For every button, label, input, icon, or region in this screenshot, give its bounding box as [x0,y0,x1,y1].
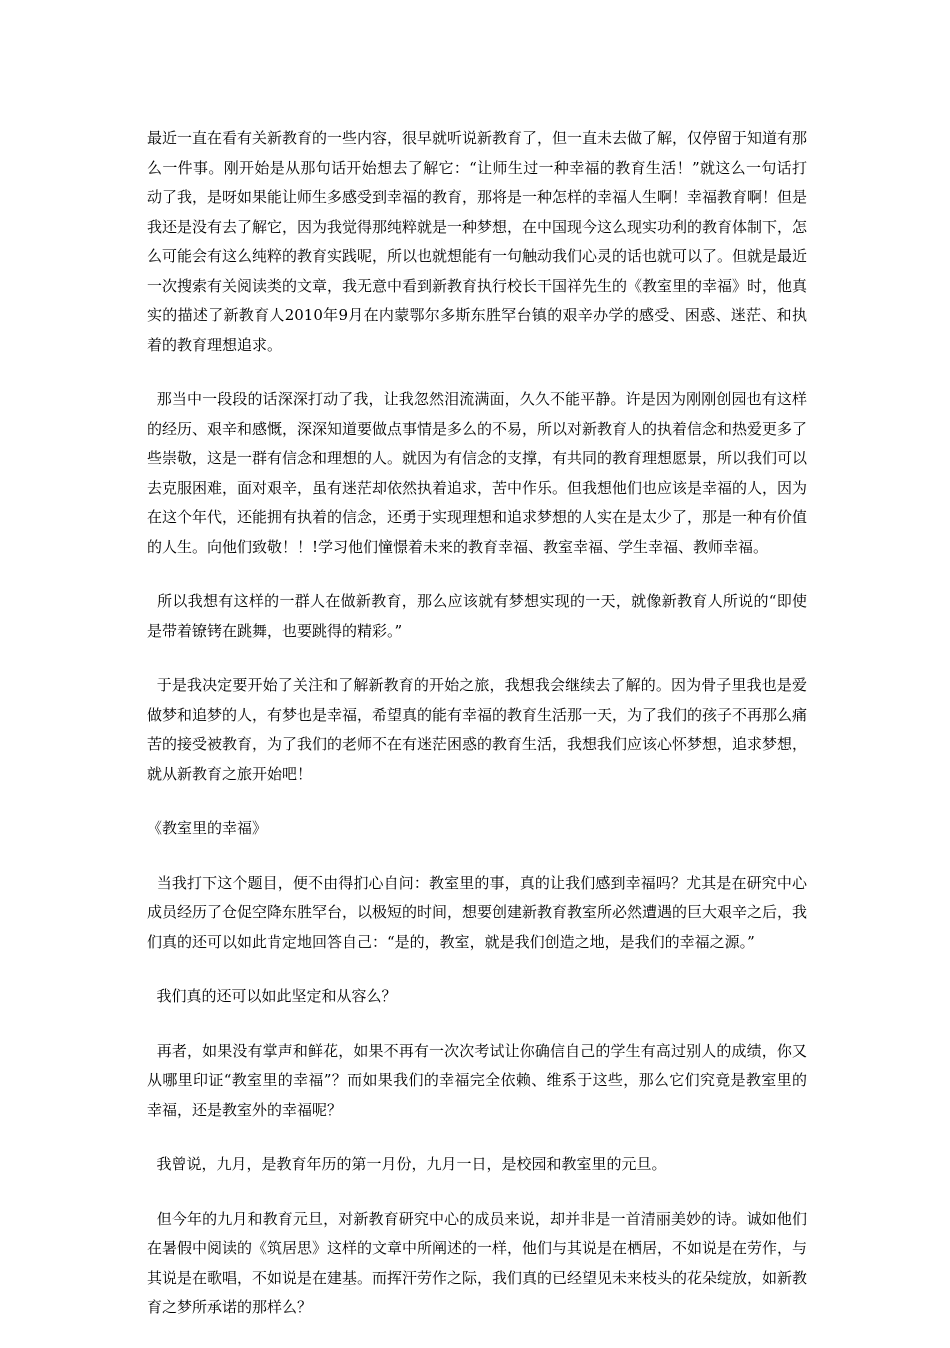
paragraph-intro: 最近一直在看有关新教育的一些内容，很早就听说新教育了，但一直未去做了解，仅停留于知道有那么一件事。刚开始是从那句话开始想去了解它：“让师生过一种幸福的教育生活！”就这么一句话打动了我，是呀如果能让师生多感受到幸福的教育，那将是一种怎样的幸福人生啊！幸福教育啊！但是我还是没有去了解它，因为我觉得那纯粹就是一种梦想，在中国现今这么现实功利的教育体制下，怎么可能会有这么纯粹的教育实践呢，所以也就想能有一句触动我们心灵的话也就可以了。但就是最近一次搜索有关阅读类的文章，我无意中看到新教育执行校长干国祥先生的《教室里的幸福》时，他真实的描述了新教育人2010年9月在内蒙鄂尔多斯东胜罕台镇的艰辛办学的感受、困惑、迷茫、和执着的教育理想追求。 [147,129,808,354]
paragraph-applause: 再者，如果没有掌声和鲜花，如果不再有一次次考试让你确信自己的学生有高过别人的成绩，你又从哪里印证“教室里的幸福”？而如果我们的幸福完全依赖、维系于这些，那么它们究竟是教室里的幸福，还是教室外的幸福呢？ [147,1041,807,1119]
article-title: 《教室里的幸福》 [147,819,268,837]
paragraph-september: 我曾说，九月，是教育年历的第一月份，九月一日，是校园和教室里的元旦。 [147,1155,667,1173]
paragraph-decision: 于是我决定要开始了关注和了解新教育的开始之旅，我想我会继续去了解的。因为骨子里我也是爱做梦和追梦的人，有梦也是幸福，希望真的能有幸福的教育生活那一天，为了我们的孩子不再那么痛苦的接受被教育，为了我们的老师不在有迷茫困惑的教育生活，我想我们应该心怀梦想，追求梦想，就从新教育之旅开始吧！ [147,676,808,783]
paragraph-moved: 那当中一段段的话深深打动了我，让我忽然泪流满面，久久不能平静。许是因为刚刚创园也有这样的经历、艰辛和感慨，深深知道要做点事情是多么的不易，所以对新教育人的执着信念和热爱更多了些崇敬，这是一群有信念和理想的人。就因为有信念的支撑，有共同的教育理想愿景，所以我们可以去克服困难，面对艰辛，虽有迷茫却依然执着追求，苦中作乐。但我想他们也应该是幸福的人，因为在这个年代，还能拥有执着的信念，还勇于实现理想和追求梦想的人实在是太少了，那是一种有价值的人生。向他们致敬！！!学习他们憧憬着未来的教育幸福、教室幸福、学生幸福、教师幸福。 [147,390,808,556]
paragraph-question: 当我打下这个题目，便不由得扪心自问：教室里的事，真的让我们感到幸福吗？尤其是在研究中心成员经历了仓促空降东胜罕台，以极短的时间，想要创建新教育教室所必然遭遇的巨大艰辛之后，我们真的还可以如此肯定地回答自己：“是的，教室，就是我们创造之地，是我们的幸福之源。” [147,873,808,951]
paragraph-poem: 但今年的九月和教育元旦，对新教育研究中心的成员来说，却并非是一首清丽美妙的诗。诚如他们在暑假中阅读的《筑居思》这样的文章中所阐述的一样，他们与其说是在栖居，不如说是在劳作，与其说是在歌唱，不如说是在建基。而挥汗劳作之际，我们真的已经望见未来枝头的花朵绽放，如新教育之梦所承诺的那样么？ [147,1209,808,1316]
paragraph-group: 所以我想有这样的一群人在做新教育，那么应该就有梦想实现的一天，就像新教育人所说的“即使是带着镣铐在跳舞，也要跳得的精彩。” [147,592,807,640]
article-body [147,124,807,1348]
paragraph-calm: 我们真的还可以如此坚定和从容么？ [147,987,397,1005]
